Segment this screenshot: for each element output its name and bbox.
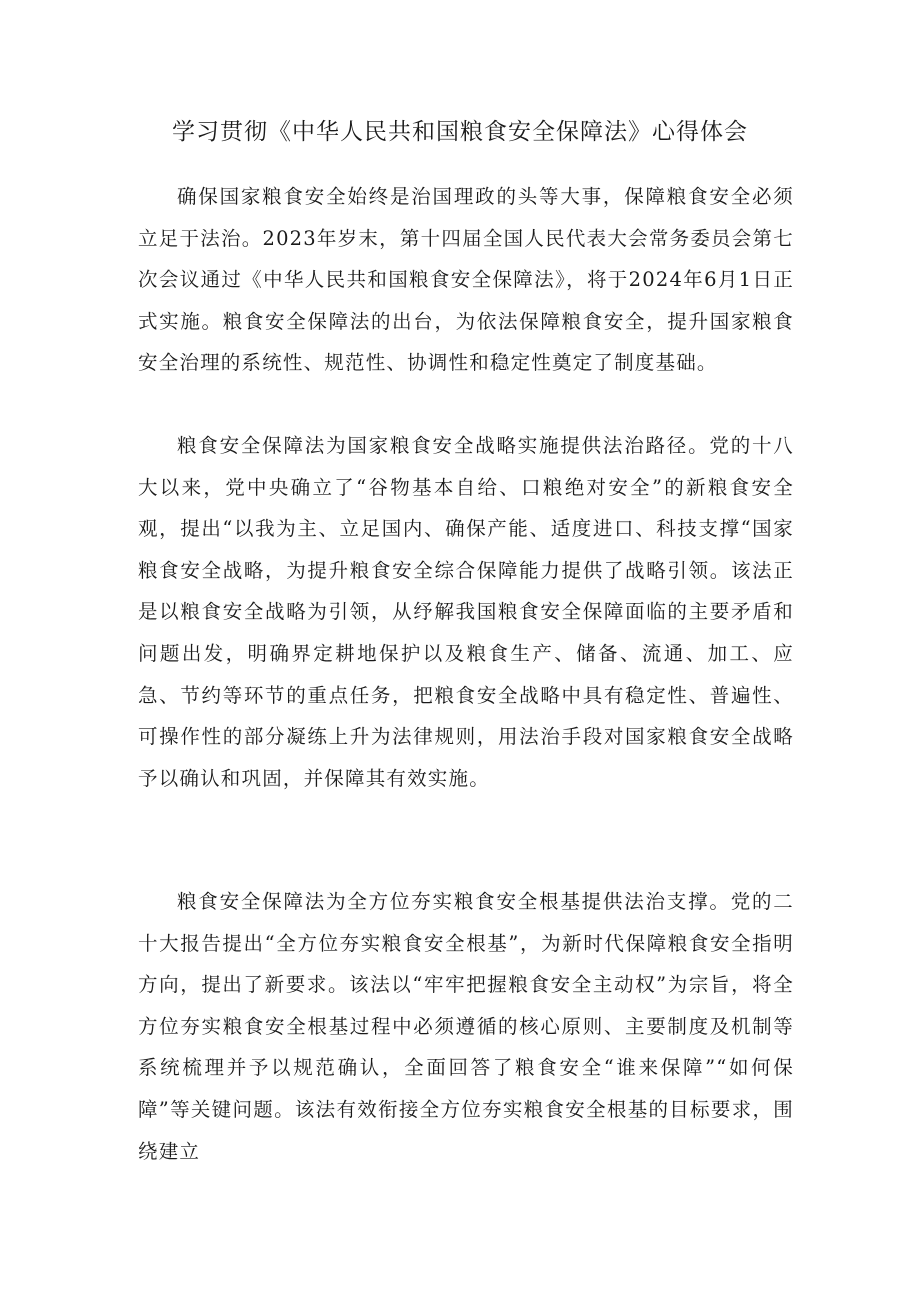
paragraph-strategy: 粮食安全保障法为国家粮食安全战略实施提供法治路径。党的十八大以来，党中央确立了“谷物基本自给、口粮绝对安全”的新粮食安全观，提出“以我为主、立足国内、确保产能、适度进口、科技支撑“国家粮食安全战略，为提升粮食安全综合保障能力提供了战略引领。该法正是以粮食安全战略为引领，从纾解我国粮食安全保障面临的主要矛盾和问题出发，明确界定耕地保护以及粮食生产、储备、流通、加工、应急、节约等环节的重点任务，把粮食安全战略中具有稳定性、普遍性、可操作性的部分凝练上升为法律规则，用法治手段对国家粮食安全战略予以确认和巩固，并保障其有效实施。 xyxy=(138,434,794,790)
paragraph-intro: 确保国家粮食安全始终是治国理政的头等大事，保障粮食安全必须立足于法治。2023年岁末，第十四届全国人民代表大会常务委员会第七次会议通过《中华人民共和国粮食安全保障法》，将于2024年6月1日正式实施。粮食安全保障法的出台，为依法保障粮食安全，提升国家粮食安全治理的系统性、规范性、协调性和稳定性奠定了制度基础。 xyxy=(138,185,794,375)
paragraph-foundation: 粮食安全保障法为全方位夯实粮食安全根基提供法治支撑。党的二十大报告提出“全方位夯实粮食安全根基”，为新时代保障粮食安全指明方向，提出了新要求。该法以“牢牢把握粮食安全主动权”为宗旨，将全方位夯实粮食安全根基过程中必须遵循的核心原则、主要制度及机制等系统梳理并予以规范确认，全面回答了粮食安全“谁来保障”“如何保障”等关键问题。该法有效衔接全方位夯实粮食安全根基的目标要求，围绕建立 xyxy=(138,890,794,1163)
document-title: 学习贯彻《中华人民共和国粮食安全保障法》心得体会 xyxy=(172,119,748,145)
